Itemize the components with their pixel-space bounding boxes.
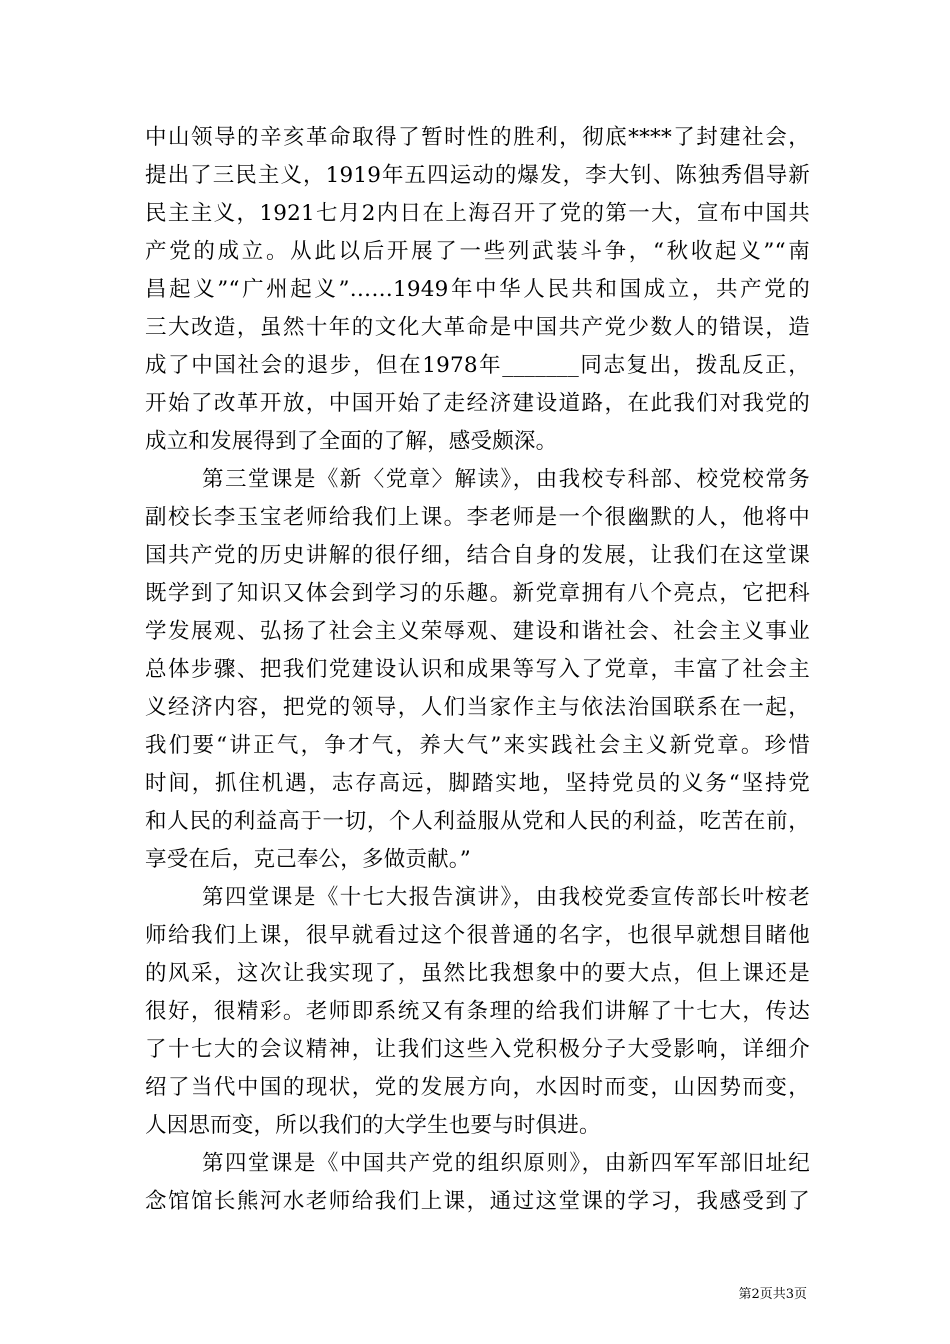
text-line: 民主主义，1921七月2内日在上海召开了党的第一大，宣布中国共 — [145, 201, 810, 226]
text-line: 成立和发展得到了全面的了解，感受颇深。 — [145, 429, 558, 454]
paragraph-first-line: 第四堂课是《中国共产党的组织原则》，由新四军军部旧址纪 — [202, 1151, 810, 1176]
text-line: 的风采，这次让我实现了，虽然比我想象中的要大点，但上课还是 — [145, 961, 810, 986]
text-line: 了十七大的会议精神，让我们这些入党积极分子大受影响，详细介 — [145, 1037, 810, 1062]
text-line: 成了中国社会的退步，但在1978年_______同志复出，拨乱反正， — [145, 353, 810, 378]
text-line: 念馆馆长熊河水老师给我们上课，通过这堂课的学习，我感受到了 — [145, 1189, 810, 1214]
text-line: 国共产党的历史讲解的很仔细，结合自身的发展，让我们在这堂课 — [145, 543, 810, 568]
page-number: 第2页共3页 — [738, 1287, 807, 1302]
text-line: 很好，很精彩。老师即系统又有条理的给我们讲解了十七大，传达 — [145, 999, 810, 1024]
text-line: 三大改造，虽然十年的文化大革命是中国共产党少数人的错误，造 — [145, 315, 810, 340]
text-line: 提出了三民主义，1919年五四运动的爆发，李大钊、陈独秀倡导新 — [145, 163, 810, 188]
text-line: 和人民的利益高于一切，个人利益服从党和人民的利益，吃苦在前， — [145, 809, 810, 834]
text-line: 我们要“讲正气，争才气，养大气”来实践社会主义新党章。珍惜 — [145, 733, 810, 758]
text-line: 学发展观、弘扬了社会主义荣辱观、建设和谐社会、社会主义事业 — [145, 619, 810, 644]
text-line: 享受在后，克己奉公，多做贡献。” — [145, 847, 471, 872]
text-line: 时间，抓住机遇，志存高远，脚踏实地，坚持党员的义务“坚持党 — [145, 771, 810, 796]
text-line: 义经济内容，把党的领导，人们当家作主与依法治国联系在一起， — [145, 695, 810, 720]
text-line: 绍了当代中国的现状，党的发展方向，水因时而变，山因势而变， — [145, 1075, 810, 1100]
text-line: 产党的成立。从此以后开展了一些列武装斗争，“秋收起义”“南 — [145, 239, 810, 264]
text-line: 中山领导的辛亥革命取得了暂时性的胜利，彻底****了封建社会， — [145, 125, 810, 150]
text-line: 师给我们上课，很早就看过这个很普通的名字，也很早就想目睹他 — [145, 923, 810, 948]
paragraph-first-line: 第四堂课是《十七大报告演讲》，由我校党委宣传部长叶桉老 — [202, 885, 810, 910]
text-line: 开始了改革开放，中国开始了走经济建设道路，在此我们对我党的 — [145, 391, 810, 416]
text-line: 人因思而变，所以我们的大学生也要与时俱进。 — [145, 1113, 601, 1138]
paragraph-first-line: 第三堂课是《新〈党章〉解读》，由我校专科部、校党校常务 — [202, 467, 810, 492]
text-line: 昌起义”“广州起义”……1949年中华人民共和国成立，共产党的 — [145, 277, 810, 302]
page-footer — [0, 1287, 807, 1303]
text-line: 既学到了知识又体会到学习的乐趣。新党章拥有八个亮点，它把科 — [145, 581, 810, 606]
text-line: 总体步骤、把我们党建设认识和成果等写入了党章，丰富了社会主 — [145, 657, 810, 682]
document-body — [145, 119, 810, 1221]
text-line: 副校长李玉宝老师给我们上课。李老师是一个很幽默的人，他将中 — [145, 505, 810, 530]
